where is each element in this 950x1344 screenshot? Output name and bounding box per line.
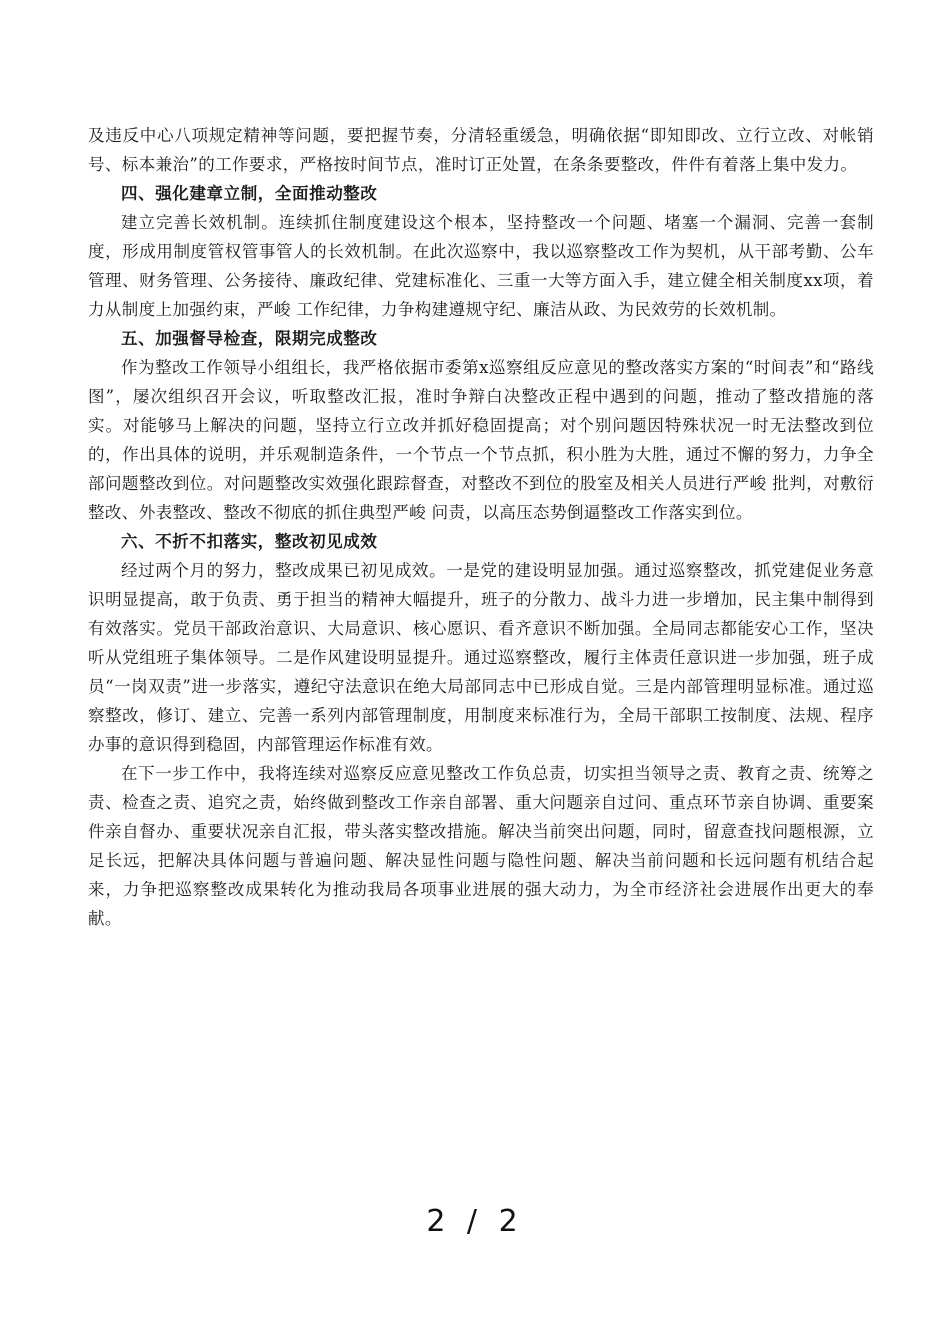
paragraph-supervision: 作为整改工作领导小组组长，我严格依据市委第x巡察组反应意见的整改落实方案的“时间表”和“路线图”，屡次组织召开会议，听取整改汇报，准时争辩白决整改正程中遇到的问题，推动了整改措施的落实。对能够马上解决的问题，坚持立行立改并抓好稳固提高；对个别问题因特殊状况一时无法整改到位的，作出具体的说明，并乐观制造条件，一个节点一个节点抓，积小胜为大胜，通过不懈的努力，力争全部问题整改到位。对问题整改实效强化跟踪督查，对整改不到位的股室及相关人员进行严峻 批判，对敷衍整改、外表整改、整改不彻底的抓住典型严峻 问责，以高压态势倒逼整改工作落实到位。 xyxy=(88,358,874,522)
section-heading-5: 五、加强督导检查，限期完成整改 xyxy=(121,329,378,348)
page-number: 2 / 2 xyxy=(426,1204,524,1239)
section-heading-6: 六、不折不扣落实，整改初见成效 xyxy=(121,532,378,551)
section-heading-4: 四、强化建章立制，全面推动整改 xyxy=(121,184,378,203)
paragraph-continued: 及违反中心八项规定精神等问题，要把握节奏，分清轻重缓急，明确依据“即知即改、立行立改、对帐销号、标本兼治”的工作要求，严格按时间节点，准时订正处置，在条条要整改，件件有着落上集中发力。 xyxy=(88,126,874,174)
document-body xyxy=(88,121,874,933)
paragraph-next-steps: 在下一步工作中，我将连续对巡察反应意见整改工作负总责，切实担当领导之责、教育之责、统筹之责、检查之责、追究之责，始终做到整改工作亲自部署、重大问题亲自过问、重点环节亲自协调、重要案件亲自督办、重要状况亲自汇报，带头落实整改措施。解决当前突出问题，同时，留意查找问题根源，立足长远，把解决具体问题与普遍问题、解决显性问题与隐性问题、解决当前问题和长远问题有机结合起来，力争把巡察整改成果转化为推动我局各项事业进展的强大动力，为全市经济社会进展作出更大的奉献。 xyxy=(88,764,874,928)
paragraph-results: 经过两个月的努力，整改成果已初见成效。一是党的建设明显加强。通过巡察整改，抓党建促业务意识明显提高，敢于负责、勇于担当的精神大幅提升，班子的分散力、战斗力进一步增加，民主集中制得到有效落实。党员干部政治意识、大局意识、核心愿识、看齐意识不断加强。全局同志都能安心工作，坚决听从党组班子集体领导。二是作风建设明显提升。通过巡察整改，履行主体责任意识进一步加强，班子成员“一岗双责”进一步落实，遵纪守法意识在绝大局部同志中已形成自觉。三是内部管理明显标准。通过巡察整改，修订、建立、完善一系列内部管理制度，用制度来标准行为，全局干部职工按制度、法规、程序办事的意识得到稳固，内部管理运作标准有效。 xyxy=(88,561,874,754)
paragraph-mechanism: 建立完善长效机制。连续抓住制度建设这个根本，坚持整改一个问题、堵塞一个漏洞、完善一套制度，形成用制度管权管事管人的长效机制。在此次巡察中，我以巡察整改工作为契机，从干部考勤、公车管理、财务管理、公务接待、廉政纪律、党建标准化、三重一大等方面入手，建立健全相关制度xx项，着力从制度上加强约束，严峻 工作纪律，力争构建遵规守纪、廉洁从政、为民效劳的长效机制。 xyxy=(88,213,874,319)
